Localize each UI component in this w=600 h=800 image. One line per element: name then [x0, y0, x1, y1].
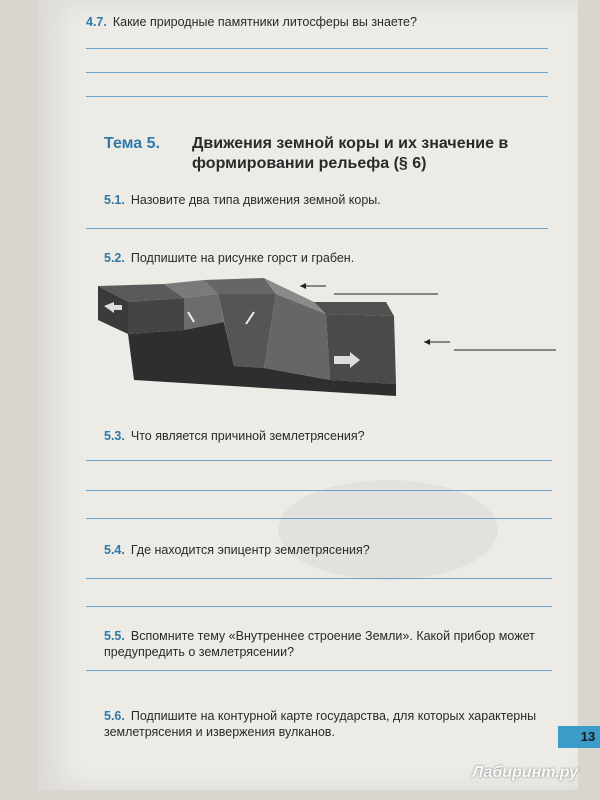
question-number: 4.7. — [86, 15, 107, 29]
question-5-2 — [104, 250, 544, 266]
answer-line — [86, 606, 552, 607]
answer-line — [86, 578, 552, 579]
watermark-logo: Лабиринт.ру — [472, 764, 578, 781]
answer-line — [86, 518, 552, 519]
horst-graben-diagram — [94, 272, 564, 402]
question-number: 5.1. — [104, 193, 125, 207]
answer-line — [86, 96, 548, 97]
answer-line — [86, 72, 548, 73]
question-text: Где находится эпицентр землетрясения? — [130, 543, 370, 557]
question-text: Какие природные памятники литосферы вы знаете? — [112, 15, 417, 29]
topic-title: Движения земной коры и их значение в формировании рельефа (§ 6) — [192, 135, 509, 172]
workbook-page — [38, 0, 596, 790]
question-number: 5.2. — [104, 251, 125, 265]
question-5-4 — [104, 542, 544, 558]
answer-line — [86, 670, 552, 671]
answer-line — [86, 460, 552, 461]
question-number: 5.5. — [104, 629, 125, 643]
question-5-1 — [104, 192, 544, 208]
answer-line — [86, 48, 548, 49]
topic-heading — [104, 134, 509, 172]
page-number: 13 — [558, 726, 600, 748]
bleed-through-shadow — [278, 480, 498, 580]
question-text: Вспомните тему «Внутреннее строение Земли». Какой прибор может предупредить о землетрясении? — [104, 629, 535, 659]
question-number: 5.4. — [104, 543, 125, 557]
answer-line — [86, 228, 548, 229]
question-number: 5.6. — [104, 709, 125, 723]
answer-line — [86, 490, 552, 491]
question-5-3 — [104, 428, 544, 444]
question-text: Что является причиной землетрясения? — [130, 429, 365, 443]
question-4-7 — [86, 14, 546, 30]
question-text: Назовите два типа движения земной коры. — [130, 193, 381, 207]
question-5-6 — [104, 708, 544, 740]
question-5-5 — [104, 628, 554, 660]
question-text: Подпишите на контурной карте государства, для которых характерны землетрясения и извержения вулканов. — [104, 709, 537, 739]
topic-number: Тема 5. — [104, 135, 160, 152]
question-number: 5.3. — [104, 429, 125, 443]
question-text: Подпишите на рисунке горст и грабен. — [130, 251, 355, 265]
